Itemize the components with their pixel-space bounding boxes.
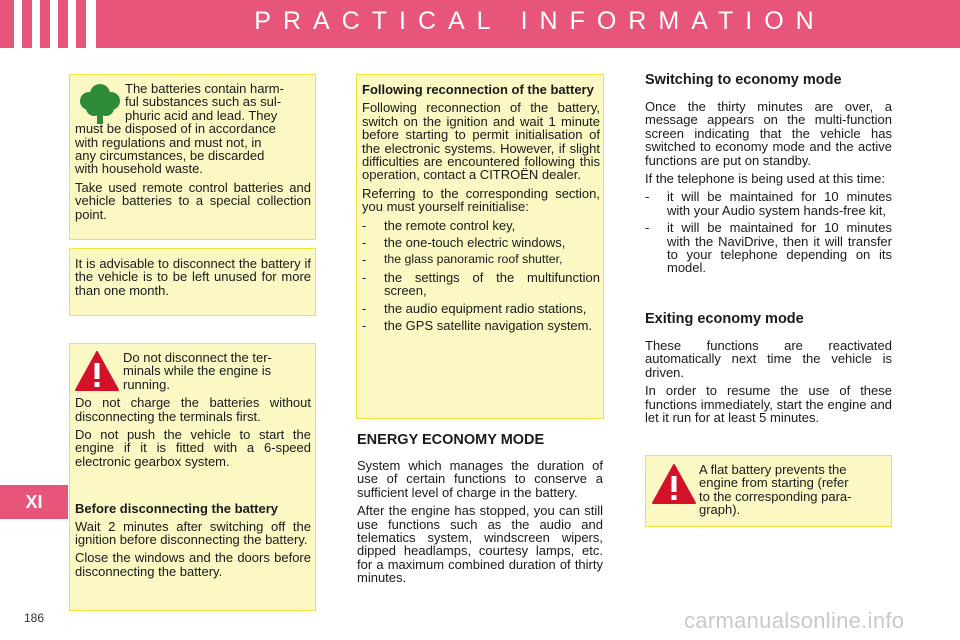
environment-text: [75, 82, 311, 226]
before-disconnect-heading: Before disconnecting the battery: [75, 501, 278, 517]
header-stripe: [68, 0, 76, 48]
flat-line: to the corresponding para-: [699, 488, 852, 504]
energy-economy-heading: ENERGY ECONOMY MODE: [357, 432, 545, 448]
list-item: - the GPS satellite navigation system.: [362, 318, 593, 334]
env-disposal-text: Take used remote control batteries and vehicle batteries to a special collection point.: [75, 179, 311, 222]
advice-note-box: [69, 248, 316, 316]
reconnection-paragraph: Following reconnection of the battery, switch on the ignition and wait 1 minute before starting to permit initialisation of the electronic systems. However, if slight difficulties are encountered following this operation, contact a CITROËN dealer.: [362, 100, 600, 183]
header-stripe: [14, 0, 22, 48]
header-stripe: [86, 0, 96, 48]
energy-description: System which manages the duration of use of certain functions to conserve a sufficient level of charge in the battery.: [357, 458, 603, 500]
warning-text: [75, 351, 311, 583]
env-line: with household waste.: [75, 161, 203, 177]
exiting-heading: Exiting economy mode: [645, 311, 804, 327]
flat-battery-note-box: [645, 455, 892, 527]
warn-charge-text: Do not charge the batteries without disconnecting the terminals first.: [75, 395, 311, 424]
switching-paragraph: Once the thirty minutes are over, a message appears on the multi-function screen indicating that the vehicle has switched to economy mode and the active functions are put on standby.: [645, 99, 892, 168]
environment-note-box: [69, 74, 316, 240]
page-header: [0, 0, 960, 48]
reinitialise-intro: Referring to the corresponding section, you must yourself reinitialise:: [362, 185, 600, 215]
warning-note-box: [69, 343, 316, 611]
energy-after-stop: After the engine has stopped, you can still use functions such as the audio and telematics system, windscreen wipers, dipped headlamps, courtesy lamps, etc. for a maximum combined duration of thirty minutes.: [357, 503, 603, 586]
list-item: - the audio equipment radio stations,: [362, 300, 587, 316]
reconnection-heading: Following reconnection of the battery: [362, 82, 594, 97]
flat-line: engine from starting (refer: [699, 475, 849, 491]
warn-line: running.: [123, 376, 170, 392]
list-item: - the glass panoramic roof shutter,: [362, 252, 563, 268]
warning-icon: [651, 463, 697, 505]
flat-line: graph).: [699, 502, 741, 518]
watermark: carmanualsonline.info: [684, 608, 905, 633]
env-line: phuric acid and lead. They: [125, 107, 278, 123]
chapter-tab[interactable]: XI: [0, 485, 68, 519]
reconnection-text: [362, 83, 600, 337]
env-line: The batteries contain harm-: [125, 81, 284, 96]
wait-text: Wait 2 minutes after switching off the ignition before disconnecting the battery.: [75, 518, 311, 548]
list-item: - the one-touch electric windows,: [362, 235, 566, 251]
exiting-paragraph: These functions are reactivated automatically next time the vehicle is driven.: [645, 338, 892, 380]
header-stripes: [14, 0, 96, 48]
list-item: - the settings of the multifunction screen,: [362, 269, 600, 299]
flat-line: A flat battery prevents the: [699, 462, 847, 477]
switching-section: [645, 72, 892, 279]
list-item: - it will be maintained for 10 minutes with your Audio system hands-free kit,: [645, 189, 892, 218]
warn-line: Do not disconnect the ter-: [123, 350, 272, 365]
env-line: with regulations and must not, in: [75, 134, 262, 150]
env-line: ful substances such as sul-: [125, 94, 282, 110]
page-title: PRACTICAL INFORMATION: [254, 7, 826, 35]
header-stripe: [32, 0, 40, 48]
list-item: - it will be maintained for 10 minutes with the NaviDrive, then it will transfer to your telephone depending on its model.: [645, 220, 892, 276]
warn-line: minals while the engine is: [123, 363, 272, 379]
resume-paragraph: In order to resume the use of these functions immediately, start the engine and let it run for at least 5 minutes.: [645, 383, 892, 426]
close-windows-text: Close the windows and the doors before disconnecting the battery.: [75, 550, 311, 579]
switching-heading: Switching to economy mode: [645, 72, 842, 88]
exiting-section: [645, 311, 892, 429]
telephone-intro: If the telephone is being used at this time:: [645, 171, 885, 187]
warn-push-text: Do not push the vehicle to start the engine if it is fitted with a 6-speed electronic gearbox system.: [75, 427, 311, 469]
header-stripe: [50, 0, 58, 48]
page-number: 186: [24, 611, 45, 625]
env-line: must be disposed of in accordance: [75, 121, 276, 137]
list-item: - the remote control key,: [362, 217, 516, 233]
reconnection-note-box: [356, 74, 604, 419]
advice-text: It is advisable to disconnect the battery if the vehicle is to be left unused for more than one month.: [75, 256, 311, 298]
flat-battery-text: [699, 463, 887, 517]
env-line: any circumstances, be discarded: [75, 148, 265, 164]
energy-economy-section: [357, 432, 603, 590]
